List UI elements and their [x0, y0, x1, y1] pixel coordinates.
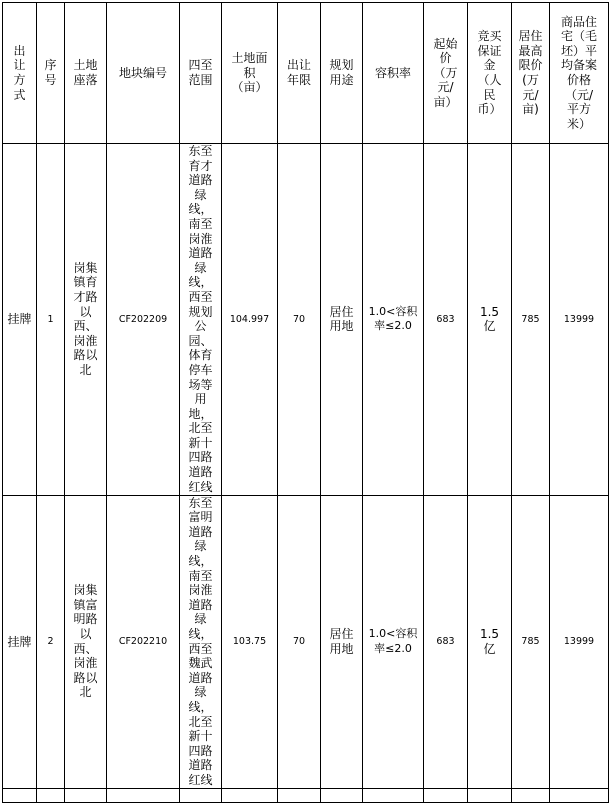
header-filing-price: 商品住宅（毛坯）平均备案价格（元/平方米）: [550, 3, 609, 144]
cell-boundaries: 东至富明道路绿线，南至岗淮道路绿线，西至魏武道路绿线，北至新十四路道路红线: [180, 495, 222, 788]
cell-far: 1.0<容积率≤2.0: [363, 144, 424, 496]
header-term: 出让年限: [278, 3, 321, 144]
header-far: 容积率: [363, 3, 424, 144]
cell-method: 挂牌: [3, 495, 37, 788]
header-method: 出让方式: [3, 3, 37, 144]
header-row: [3, 3, 609, 144]
cell-term: 70: [278, 495, 321, 788]
cell-method: 挂牌: [3, 144, 37, 496]
cell-area: 103.75: [222, 495, 278, 788]
land-auction-table: [2, 2, 609, 803]
header-area: 土地面积（亩）: [222, 3, 278, 144]
cell-filing-price: 13999: [550, 495, 609, 788]
cell-plot-no: CF202210: [107, 495, 180, 788]
header-start-price: 起始价（万元/亩）: [424, 3, 468, 144]
table-row-partial: [3, 788, 609, 802]
cell-term: 70: [278, 144, 321, 496]
cell-boundaries: 东至育才道路绿线，南至岗淮道路绿线，西至规划公园、体育停车场等用地，北至新十四路道路红线: [180, 144, 222, 496]
cell-use: 居住用地: [321, 495, 363, 788]
cell-max-price: 785: [512, 144, 550, 496]
cell-far: 1.0<容积率≤2.0: [363, 495, 424, 788]
cell-filing-price: 13999: [550, 144, 609, 496]
cell-location: 岗集镇富明路以西、岗淮路以北: [65, 495, 107, 788]
cell-location: 岗集镇育才路以西、岗淮路以北: [65, 144, 107, 496]
cell-seq: 1: [37, 144, 65, 496]
cell-max-price: 785: [512, 495, 550, 788]
cell-seq: 2: [37, 495, 65, 788]
header-use: 规划用途: [321, 3, 363, 144]
header-deposit: 竞买保证金（人民币）: [468, 3, 512, 144]
cell-start-price: 683: [424, 495, 468, 788]
header-seq: 序号: [37, 3, 65, 144]
cell-deposit: 1.5亿: [468, 144, 512, 496]
header-boundaries: 四至范围: [180, 3, 222, 144]
cell-area: 104.997: [222, 144, 278, 496]
header-location: 土地座落: [65, 3, 107, 144]
header-plot-no: 地块编号: [107, 3, 180, 144]
table-row: [3, 144, 609, 496]
table-row: [3, 495, 609, 788]
cell-use: 居住用地: [321, 144, 363, 496]
cell-start-price: 683: [424, 144, 468, 496]
cell-deposit: 1.5亿: [468, 495, 512, 788]
cell-plot-no: CF202209: [107, 144, 180, 496]
header-max-price: 居住最高限价(万元/亩): [512, 3, 550, 144]
